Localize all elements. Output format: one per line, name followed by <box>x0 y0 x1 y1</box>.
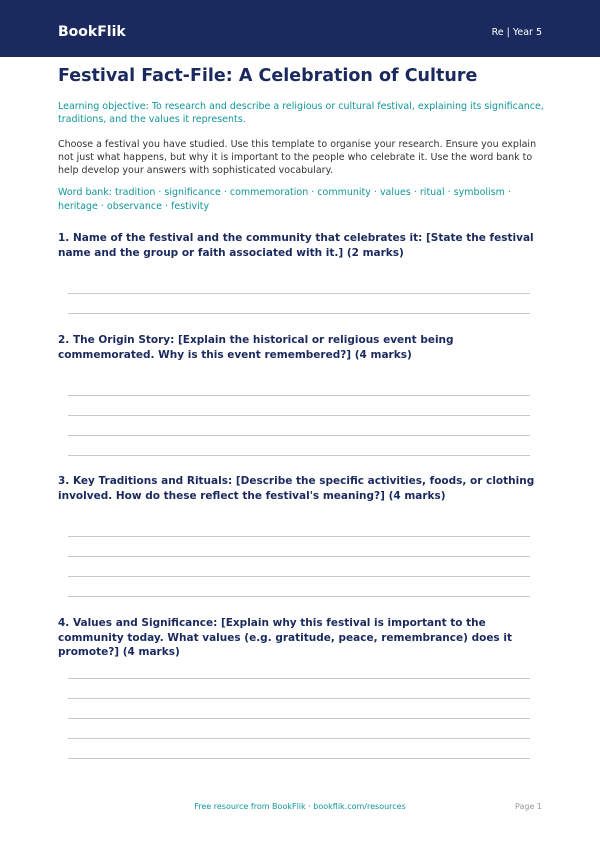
question-2: 2. The Origin Story: [Explain the historical or religious event being commemorated. Why is this event remembered?] (4 marks) <box>58 334 454 361</box>
answer-line[interactable] <box>68 293 530 294</box>
answer-line[interactable] <box>68 738 530 739</box>
answer-line[interactable] <box>68 415 530 416</box>
learning-objective: Learning objective: To research and describe a religious or cultural festival, explaining its significance, traditions, and the values it represents. <box>58 101 544 125</box>
answer-line[interactable] <box>68 395 530 396</box>
instructions-text: Choose a festival you have studied. Use this template to organise your research. Ensure you explain not just what happens, but why it is important to the people who celebrate it. Use the word bank to help develop your answers with sophisticated vocabulary. <box>58 139 537 176</box>
footer-credit: Free resource from BookFlik · bookflik.com/resources <box>194 802 406 811</box>
answer-line[interactable] <box>68 556 530 557</box>
word-bank: Word bank: tradition · significance · commemoration · community · values · ritual · symbolism · heritage · observance · festivity <box>58 187 511 212</box>
answer-line[interactable] <box>68 455 530 456</box>
brand-logo: BookFlik <box>58 24 126 40</box>
answer-line[interactable] <box>68 313 530 314</box>
answer-line[interactable] <box>68 435 530 436</box>
answer-line[interactable] <box>68 678 530 679</box>
answer-line[interactable] <box>68 596 530 597</box>
worksheet-title: Festival Fact-File: A Celebration of Culture <box>58 66 478 86</box>
subject-year-label: Re | Year 5 <box>491 27 542 38</box>
answer-line[interactable] <box>68 576 530 577</box>
answer-line[interactable] <box>68 758 530 759</box>
page-number: Page 1 <box>515 802 542 811</box>
question-3: 3. Key Traditions and Rituals: [Describe the specific activities, foods, or clothing involved. How do these reflect the festival's meaning?] (4 marks) <box>58 475 535 502</box>
answer-line[interactable] <box>68 718 530 719</box>
answer-line[interactable] <box>68 536 530 537</box>
question-1: 1. Name of the festival and the community that celebrates it: [State the festival name and the group or faith associated with it.] (2 marks) <box>58 232 534 259</box>
answer-line[interactable] <box>68 698 530 699</box>
page-header <box>0 0 600 57</box>
question-4: 4. Values and Significance: [Explain why this festival is important to the community today. What values (e.g. gratitude, peace, remembrance) does it promote?] (4 marks) <box>58 617 512 658</box>
